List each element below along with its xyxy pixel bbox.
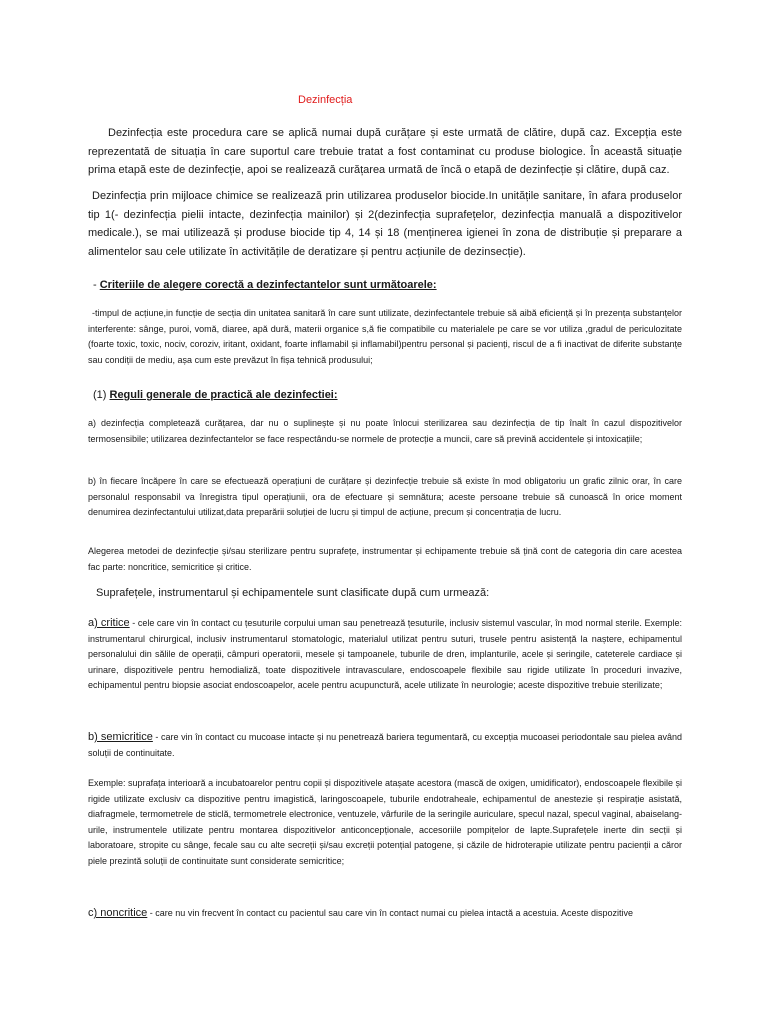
semicritical-letter: b [88,731,95,743]
criteria-paragraph: -timpul de acțiune,in funcție de secția din unitatea sanitară în care sunt utilizate, dezinfectantele trebuie să aibă eficiență și în prezența substanțelor interferente: sânge, puroi, vomă, diaree, apă dură, materii organice s,ă fie compatibile cu materialele pe care se vor utiliza ,gradul de periculozitate (foarte toxic, toxic, nociv, coroziv, iritant, oxidant, foarte inflamabil și inflamabil)pentru personal și pacienți, riscul de a fi inactivat de diferite substanțe sau condiții de mediu, așa cum este prevăzut în fișa tehnică produsului; [88,308,682,365]
rule-a-paragraph: a) dezinfecția completează curățarea, dar nu o suplinește și nu poate înlocui sterilizarea sau dezinfecția de tip înalt în cazul dispozitivelor termosensibile; utilizarea dezinfectantelor se face respectându-se normele de protecție a muncii, care să prevină accidentele și intoxicațiile; [88,418,682,444]
noncritical-term: ) noncritice [93,907,148,919]
critical-term: ) critice [94,617,130,629]
criteria-heading-text: Criteriile de alegere corectă a dezinfectantelor sunt următoarele: [99,279,437,291]
critical-paragraph [88,616,682,694]
semicritical-paragraph [88,730,682,761]
semicritical-text: care vin în contact cu mucoase intacte și nu penetrează bariera tegumentară, cu excepția mucoasei periodontale sau pielea având soluții de continuitate. [88,732,682,758]
document-title: Dezinfecția [298,94,353,106]
critical-dash: - [129,618,138,628]
noncritical-text: care nu vin frecvent în contact cu pacientul sau care vin în contact numai cu pielea intactă a acestuia. Aceste dispozitive [155,908,634,918]
criteria-heading [93,277,687,293]
semicritical-dash: - [152,732,161,742]
noncritical-letter: c [88,907,94,919]
method-paragraph: Alegerea metodei de dezinfecție și/sau sterilizare pentru suprafețe, instrumentar și echipamente trebuie să țină cont de categoria din care acestea fac parte: noncritice, semicritice și critice. [88,546,682,572]
intro-paragraph-2: Dezinfecția prin mijloace chimice se realizează prin utilizarea produselor biocide.In unitățile sanitare, în afara produselor tip 1(- dezinfecția pielii intacte, dezinfecția mainilor) și 2(dezinfecția suprafețelor, dezinfecția manuală a dispozitivelor medicale.), se mai utilizează și produse biocide tip 4, 14 și 18 (menținerea igienei în zona de distribuție și preparare a alimentelor sau cele utilizate în activitățile de deratizare și pentru acțiunile de dezinsecție). [88,190,682,258]
criteria-prefix: - [93,279,100,291]
critical-letter: a [88,617,95,629]
classification-intro: Suprafețele, instrumentarul și echipamentele sunt clasificate după cum urmează: [96,587,490,599]
rules-heading-text: Reguli generale de practică ale dezinfectiei: [109,389,338,401]
rule-b-paragraph: b) în fiecare încăpere în care se efectuează operațiuni de curățare și dezinfecție trebuie să existe în mod obligatoriu un grafic zilnic orar, în care personalul responsabil va înregistra tipul operațiunii, ora de efectuare și semnătura; aceste persoane trebuie să cunoască în orice moment denumirea dezinfectantului utilizat,data preparării soluției de lucru și timpul de acțiune, precum și concentrația de lucru. [88,476,682,518]
semicritical-examples-paragraph: Exemple: suprafața interioară a incubatoarelor pentru copii și dispozitivele atașate acestora (mască de oxigen, umidificator), endoscoapele flexibile și rigide utilizate exclusiv ca dispozitive pentru imagistică, laringoscoapele, tuburile endotraheale, echipamentul de anestezie și respirație asistată, diafragmele, termometrele de sticlă, termometrele electronice, ventuzele, vârfurile de la seringile auriculare, specul nazal, specul vaginal, abaiselang-urile, instrumentele utilizate pentru montarea dispozitivelor anticoncepționale, accesoriile pompițelor de lapte.Suprafețele inerte din secții și laboratoare, stropite cu sânge, fecale sau cu alte secreții și/sau excreții potențial patogene, și căzile de hidroterapie utilizate pentru pacienții a căror piele prezintă soluții de continuitate sunt considerate semicritice; [88,778,682,866]
intro-paragraph-1: Dezinfecția este procedura care se aplică numai după curățare și este urmată de clătire, după caz. Excepția este reprezentată de situația în care suportul care trebuie tratat a fost contaminat cu produse biologice. În această situație prima etapă este de dezinfecție, apoi se realizează curățarea urmată de încă o etapă de dezinfecție și clătire, după caz. [88,127,682,177]
noncritical-dash: - [147,908,156,918]
semicritical-term: ) semicritice [94,731,153,743]
critical-text: cele care vin în contact cu țesuturile corpului uman sau penetrează țesuturile, inclusiv sistemul vascular, în mod normal sterile. Exemple: instrumentarul chirurgical, inclusiv instrumentarul stomatologic, materialul utilizat pentru suturi, trusele pentru asistență la naștere, echipamentul personalului din sălile de operații, câmpuri operatorii, mesele și tampoanele, tuburile de dren, implanturile, acele și seringile, cateterele cardiace și urinare, dispozitivele pentru hemodializă, toate dispozitivele intravasculare, endoscoapele flexibile sau rigide utilizate în proceduri invazive, echipamentul pentru biopsie asociat endoscoapelor, acele pentru acupunctură, acele utilizate în neurologie; aceste dispozitive trebuie sterilizate; [88,618,682,691]
rules-prefix: (1) [93,389,110,401]
rules-heading [93,387,687,403]
noncritical-paragraph [88,906,682,922]
